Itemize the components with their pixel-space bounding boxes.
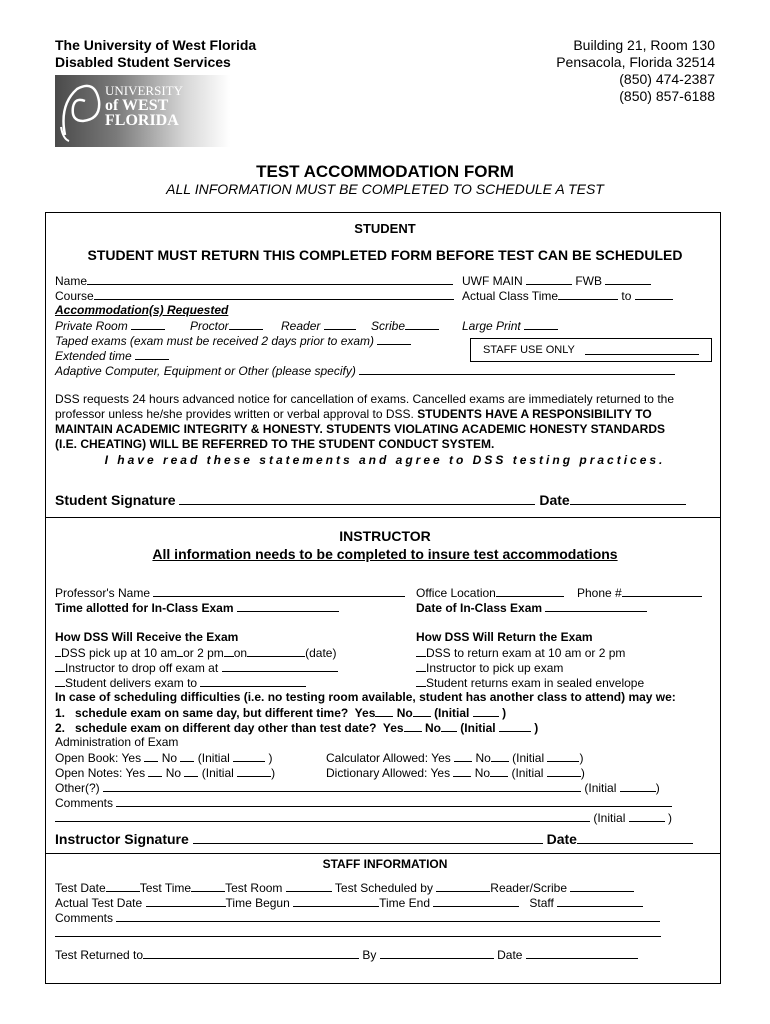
policy-line-4: (I.E. CHEATING) WILL BE REFERRED TO THE STUDENT CONDUCT SYSTEM.: [55, 437, 495, 451]
section-divider: [45, 853, 721, 854]
option-same-day[interactable]: 1. schedule exam on same day, but different time? Yes No (Initial ): [55, 706, 507, 720]
form-title: TEST ACCOMMODATION FORM: [256, 162, 514, 181]
option-different-day[interactable]: 2. schedule exam on different day other than test date? Yes No (Initial ): [55, 721, 539, 735]
receive-option-dropoff[interactable]: Instructor to drop off exam at: [55, 661, 338, 674]
comments-line-2[interactable]: (Initial ): [55, 811, 672, 824]
staff-use-only-box: STAFF USE ONLY: [470, 338, 712, 362]
fwb-label: FWB: [575, 274, 603, 288]
form-subtitle: ALL INFORMATION MUST BE COMPLETED TO SCHEDULE A TEST: [166, 181, 604, 197]
accommodations-heading: Accommodation(s) Requested: [55, 303, 229, 317]
staff-section-title: STAFF INFORMATION: [322, 857, 448, 871]
exam-date-field[interactable]: Date of In-Class Exam: [416, 601, 647, 614]
instructor-instruction: All information needs to be completed to insure test accommodations: [152, 546, 618, 562]
phone-1: (850) 474-2387: [619, 71, 715, 87]
return-option-dss[interactable]: DSS to return exam at 10 am or 2 pm: [416, 646, 625, 659]
receive-option-pickup[interactable]: DSS pick up at 10 am or 2 pm on (date): [55, 646, 336, 659]
open-notes-field[interactable]: Open Notes: Yes No (Initial ): [55, 766, 276, 780]
instructor-section-title: INSTRUCTOR: [339, 528, 431, 544]
course-label: Course: [55, 289, 94, 303]
dictionary-field[interactable]: Dictionary Allowed: Yes No (Initial ): [326, 766, 585, 780]
administration-heading: Administration of Exam: [55, 735, 179, 749]
scheduling-difficulty-text: In case of scheduling difficulties (i.e. no testing room available, student has another class to attend) may we:: [55, 690, 676, 704]
extended-time-option[interactable]: Extended time: [55, 349, 169, 362]
address-line-2: Pensacola, Florida 32514: [556, 54, 715, 70]
receive-option-student[interactable]: Student delivers exam to: [55, 676, 306, 689]
scribe-option[interactable]: Scribe: [371, 319, 439, 332]
professor-name-field[interactable]: Professor's Name: [55, 586, 405, 599]
time-allotted-field[interactable]: Time allotted for In-Class Exam: [55, 601, 339, 614]
policy-line-2: professor unless he/she provides written or verbal approval to DSS. STUDENTS HAVE A RESPONSIBILITY TO: [55, 407, 652, 421]
staff-row-1[interactable]: Test Date Test Time Test Room Test Scheduled by Reader/Scribe: [55, 881, 634, 894]
campus-field[interactable]: [462, 274, 651, 287]
private-room-option[interactable]: Private Room: [55, 319, 165, 332]
large-print-option[interactable]: Large Print: [462, 319, 558, 332]
org-name: The University of West Florida: [55, 37, 257, 53]
taped-exams-option[interactable]: Taped exams (exam must be received 2 days prior to exam): [55, 334, 411, 347]
section-divider: [45, 517, 721, 518]
address-line-1: Building 21, Room 130: [573, 37, 715, 53]
reader-option[interactable]: Reader: [281, 319, 356, 332]
department-name: Disabled Student Services: [55, 54, 231, 70]
nautilus-shell-icon: [55, 75, 103, 147]
phone-field[interactable]: Phone #: [577, 586, 702, 599]
uwf-main-label: UWF MAIN: [462, 274, 523, 288]
phone-2: (850) 857-6188: [619, 88, 715, 104]
actual-class-time-label: Actual Class Time: [462, 289, 559, 303]
open-book-field[interactable]: Open Book: Yes No (Initial ): [55, 751, 273, 765]
instructor-signature-line[interactable]: Instructor Signature Date: [55, 832, 693, 846]
logo-wordmark: UNIVERSITY of WEST FLORIDA: [105, 83, 183, 129]
staff-row-2[interactable]: Actual Test Date Time Begun Time End Staff: [55, 896, 643, 909]
student-section-title: STUDENT: [354, 221, 416, 236]
course-field[interactable]: [55, 289, 454, 302]
return-option-pickup[interactable]: Instructor to pick up exam: [416, 661, 563, 674]
staff-comments-line-2[interactable]: [55, 926, 661, 939]
student-instruction: STUDENT MUST RETURN THIS COMPLETED FORM BEFORE TEST CAN BE SCHEDULED: [87, 247, 683, 263]
name-label: Name: [55, 274, 88, 288]
comments-field[interactable]: Comments: [55, 796, 672, 809]
staff-comments-field[interactable]: Comments: [55, 911, 660, 924]
proctor-option[interactable]: Proctor: [190, 319, 263, 332]
return-option-sealed[interactable]: Student returns exam in sealed envelope: [416, 676, 644, 689]
class-time-field[interactable]: Actual Class Time to: [462, 289, 673, 302]
student-signature-line[interactable]: Student Signature Date: [55, 493, 686, 507]
office-location-field[interactable]: Office Location: [416, 586, 564, 599]
policy-line-3: MAINTAIN ACADEMIC INTEGRITY & HONESTY. STUDENTS VIOLATING ACADEMIC HONESTY STANDARDS: [55, 422, 666, 436]
receive-heading: How DSS Will Receive the Exam: [55, 630, 239, 644]
adaptive-option[interactable]: Adaptive Computer, Equipment or Other (please specify): [55, 364, 675, 377]
name-field[interactable]: [55, 274, 453, 287]
calculator-field[interactable]: Calculator Allowed: Yes No (Initial ): [326, 751, 584, 765]
university-logo: [55, 75, 230, 147]
return-heading: How DSS Will Return the Exam: [416, 630, 593, 644]
agreement-statement: I have read these statements and agree to DSS testing practices.: [104, 453, 666, 467]
test-returned-row[interactable]: Test Returned to By Date: [55, 948, 638, 961]
other-field[interactable]: Other(?) (Initial ): [55, 781, 660, 795]
policy-line-1: DSS requests 24 hours advanced notice for cancellation of exams. Cancelled exams are immediately returned to the: [55, 392, 674, 406]
